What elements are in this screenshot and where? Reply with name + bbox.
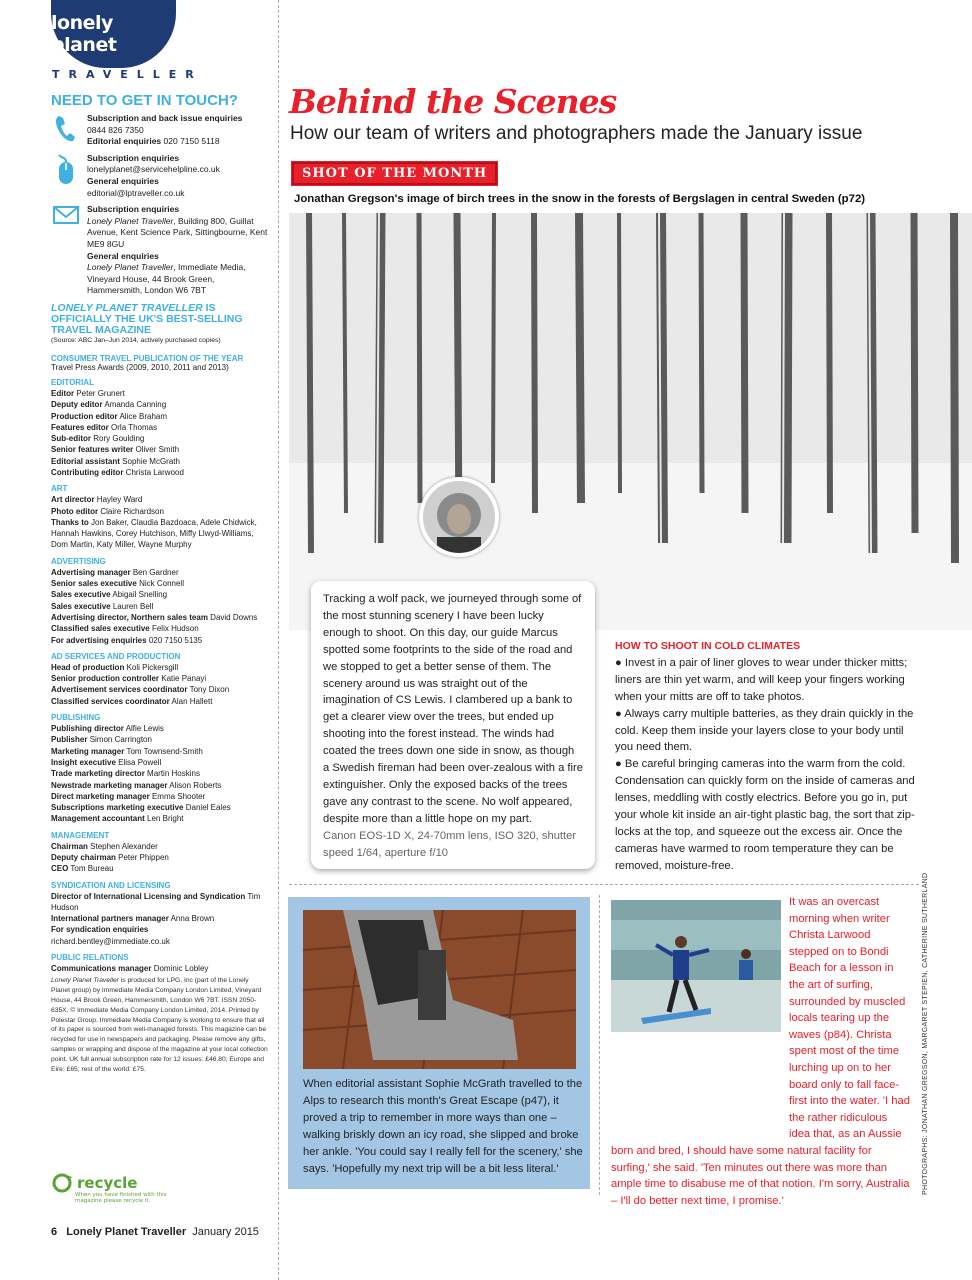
staff-section-title: PUBLIC RELATIONS <box>51 953 129 963</box>
post-name-general: Lonely Planet Traveller <box>87 262 174 273</box>
staff-row <box>51 612 269 623</box>
staff-role: Director of International Licensing and Syndication <box>51 891 246 901</box>
staff-role: Sales executive <box>51 590 111 600</box>
staff-row <box>51 924 269 935</box>
staff-name: Alfie Lewis <box>125 724 164 734</box>
staff-list <box>51 378 269 974</box>
staff-role: Classified sales executive <box>51 624 150 634</box>
staff-name: 020 7150 5135 <box>148 635 203 645</box>
recycle-word: recycle <box>77 1174 138 1192</box>
staff-role: Contributing editor <box>51 467 124 477</box>
footer-issue: January 2015 <box>192 1226 259 1238</box>
staff-row <box>51 399 269 410</box>
staff-name: Rory Goulding <box>93 434 145 444</box>
staff-role: Direct marketing manager <box>51 791 150 801</box>
sophie-text: When editorial assistant Sophie McGrath travelled to the Alps to research this month's Great Escape (p47), it proved a trip to remember in more ways than one – walking briskly down an icy road, she slipped and broke her ankle. 'You could say I really fell for the scenery,' she says. 'Hopefully my next trip will be a bit less literal.' <box>303 1078 583 1175</box>
staff-role: For syndication enquiries <box>51 925 149 935</box>
page-subtitle: How our team of writers and photographers made the January issue <box>290 123 863 144</box>
staff-role: Newstrade marketing manager <box>51 780 168 790</box>
staff-role: Sub-editor <box>51 434 91 444</box>
envelope-icon <box>53 205 79 225</box>
staff-section <box>51 484 269 550</box>
staff-name: Lauren Bell <box>112 601 154 611</box>
staff-role: Production editor <box>51 411 118 421</box>
camera-settings: Canon EOS-1D X, 24-70mm lens, ISO 320, shutter speed 1/64, aperture f/10 <box>323 829 577 859</box>
staff-role: Classified services coordinator <box>51 696 170 706</box>
staff-name: Hayley Ward <box>96 495 143 505</box>
story-divider <box>599 895 600 1195</box>
staff-name: Katie Panayi <box>161 674 207 684</box>
staff-name: Tom Townsend-Smith <box>126 746 203 756</box>
staff-name: Ben Gardner <box>132 567 179 577</box>
staff-section-title: MANAGEMENT <box>51 830 110 840</box>
staff-name: Amanda Canning <box>104 400 167 410</box>
masthead-column <box>51 92 269 1074</box>
phone-label-subs: Subscription and back issue enquiries <box>87 113 243 123</box>
legal-body: is produced for LPG, Inc (part of the Lonely Planet group) by Immediate Media Company London Limited, Vineyard House, 44 Brook Green, Hammersmith, London W6 7BT. ISSN 2050-635X. © Immediate Media Company London Limited, 2014. Printed by Polestar Group. Immediate Media Company is working to ensure that all of its paper is sourced from well-managed forests. This magazine can be recycled for use in newspapers and packaging. Please remove any gifts, samples or wrapping and dispose of the magazine at your local collection point. UK full annual subscription rate for 12 issues: £46.80; Europe and Eire: £65; rest of the world: £75. <box>51 977 268 1073</box>
staff-name: Len Bright <box>147 814 184 824</box>
staff-role: Senior production controller <box>51 674 160 684</box>
staff-name: Stephen Alexander <box>90 841 158 851</box>
staff-name: Tim Hudson <box>51 891 261 912</box>
staff-name: David Downs <box>210 612 258 622</box>
staff-row <box>51 623 269 634</box>
staff-role: Publishing director <box>51 724 124 734</box>
staff-name: Alice Braham <box>119 411 168 421</box>
staff-row <box>51 422 269 433</box>
staff-row <box>51 433 269 444</box>
page-title: Behind the Scenes <box>289 82 617 121</box>
staff-section <box>51 881 269 947</box>
staff-role: Chairman <box>51 841 88 851</box>
shot-of-the-month-label: SHOT OF THE MONTH <box>292 162 497 185</box>
lonely-planet-logo <box>51 0 176 68</box>
staff-name: Christa Larwood <box>125 467 184 477</box>
staff-role: Management accountant <box>51 814 145 824</box>
column-divider <box>278 0 279 1280</box>
staff-row <box>51 673 269 684</box>
staff-row <box>51 444 269 455</box>
staff-row <box>51 388 269 399</box>
staff-row <box>51 567 269 578</box>
staff-section <box>51 713 269 825</box>
staff-section <box>51 953 269 974</box>
staff-name: Martin Hoskins <box>147 769 200 779</box>
contact-phone <box>51 113 269 148</box>
staff-name: Daniel Eales <box>185 803 231 813</box>
staff-row <box>51 723 269 734</box>
bestselling-source: (Source: ABC Jan–Jun 2014, actively purchased copies) <box>51 336 221 344</box>
staff-row <box>51 684 269 695</box>
tip: ● Invest in a pair of liner gloves to wear under thicker mitts; liners are thin yet warm, and will keep your fingers working when your mitts are off to take photos. <box>615 656 908 703</box>
staff-role: Editorial assistant <box>51 456 120 466</box>
staff-row <box>51 963 269 974</box>
page-number: 6 <box>51 1226 58 1238</box>
staff-row <box>51 780 269 791</box>
post-label-subs: Subscription enquiries <box>87 204 180 215</box>
photographer-quote <box>311 581 595 869</box>
staff-section-title: ADVERTISING <box>51 556 106 566</box>
staff-role: Features editor <box>51 422 109 432</box>
staff-role: Deputy editor <box>51 400 103 410</box>
staff-section-title: AD SERVICES AND PRODUCTION <box>51 651 181 661</box>
quote-text: Tracking a wolf pack, we journeyed through some of the most stunning scenery I have been lucky enough to shoot. On this day, our guide Marcus spotted some footprints to the side of the road and we stopped to get a better sense of them. The scenery around us was straight out of the imagination of CS Lewis. I clambered up a bank to get a clearer view over the trees, but ended up shooting into the forest instead. The winds had coated the trees down one side in snow, as though a Swedish fireman had been over-zealous with a fire extinguisher. Only the exposed backs of the trees gave any contrast to the scene. No wolf appeared, despite more than a little hope on my part. <box>323 593 583 825</box>
syndication-email[interactable]: richard.bentley@immediate.co.uk <box>51 936 170 946</box>
staff-row <box>51 411 269 422</box>
staff-name: Abigail Snelling <box>112 590 168 600</box>
contact-heading: NEED TO GET IN TOUCH? <box>51 92 238 109</box>
staff-role: Insight executive <box>51 757 116 767</box>
bestselling-name: LONELY PLANET TRAVELLER <box>51 301 203 314</box>
staff-row <box>51 467 269 478</box>
christa-text: It was an overcast morning when writer Christa Larwood stepped on to Bondi Beach for a lesson in the art of surfing, surrounded by muscled locals tearing up the waves (p84). Christa spent most of the time lurching up on to her board only to fall face-first into the water. 'I had the rather ridiculous idea that, as an Aussie born and bred, I should have some natural facility for surfing,' she said. 'Ten minutes out there was more than ample time to disabuse me of that notion. I'm sorry, Australia – I'll do better next time, I promise.' <box>611 896 910 1207</box>
page-footer <box>51 1226 259 1238</box>
staff-row <box>51 757 269 768</box>
award-text: Travel Press Awards (2009, 2010, 2011 and 2013) <box>51 362 229 372</box>
staff-row <box>51 456 269 467</box>
phone-number-subs: 0844 826 7350 <box>87 124 144 135</box>
staff-row <box>51 494 269 505</box>
staff-name: Peter Grunert <box>76 388 125 398</box>
ankle-brace-photo <box>303 910 576 1069</box>
email-label-general: General enquiries <box>87 175 159 186</box>
phone-icon <box>53 114 79 144</box>
recycle-badge <box>51 1172 167 1204</box>
staff-row <box>51 841 269 852</box>
phone-label-editorial: Editorial enquiries <box>87 136 162 147</box>
staff-row <box>51 863 269 874</box>
post-address-general: , Immediate Media, Vineyard House, 44 Brook Green, Hammersmith, London W6 7BT <box>87 262 246 296</box>
legal-name: Lonely Planet Traveller <box>51 977 119 985</box>
staff-role: Advertising manager <box>51 567 131 577</box>
staff-role: Marketing manager <box>51 746 125 756</box>
staff-name: Dominic Lobley <box>153 964 209 974</box>
bestselling-text: IS OFFICIALLY THE UK'S BEST-SELLING TRAVEL MAGAZINE <box>51 301 243 336</box>
staff-role: Subscriptions marketing executive <box>51 803 184 813</box>
staff-row <box>51 746 269 757</box>
staff-name: Simon Carrington <box>89 735 152 745</box>
staff-row <box>51 635 269 646</box>
staff-row <box>51 891 269 914</box>
staff-role: Senior features writer <box>51 445 134 455</box>
tip-text: Be careful bringing cameras into the warm from the cold. Condensation can quickly form on the inside of cameras and lenses, meddling with costly electrics. Before you go in, put your whole kit inside an air-tight plastic bag, the sort that zip-locks at the top, and squeeze out the excess air. Once the cameras have warmed to room temperature they can be removed, moisture-free. <box>615 758 915 872</box>
tip-text: Always carry multiple batteries, as they drain quickly in the cold. Keep them inside your layers close to your body until you need them. <box>615 707 914 754</box>
staff-role: Communications manager <box>51 964 152 974</box>
post-address-subs: , Building 800, Guillat Avenue, Kent Science Park, Sittingbourne, Kent ME9 8GU <box>87 215 268 249</box>
staff-name: Tony Dixon <box>189 685 230 695</box>
contact-post <box>51 204 269 297</box>
legal-text <box>51 976 269 1074</box>
staff-section-title: ART <box>51 484 68 494</box>
snowy-forest-photo <box>289 213 972 630</box>
tip-text: Invest in a pair of liner gloves to wear under thicker mitts; liners are thin yet warm, and will keep your fingers working when your mitts are off to take photos. <box>615 656 908 703</box>
staff-section <box>51 831 269 875</box>
staff-name: Orla Thomas <box>111 422 158 432</box>
staff-role: Head of production <box>51 662 125 672</box>
staff-row <box>51 696 269 707</box>
shot-caption: Jonathan Gregson's image of birch trees in the snow in the forests of Bergslagen in central Sweden (p72) <box>294 193 866 205</box>
staff-row <box>51 813 269 824</box>
section-divider <box>289 884 919 885</box>
staff-name: Jon Baker, Claudia Bazdoaca, Adele Chidwick, Hannah Hawkins, Corey Hutchison, Miffy Llwyd-Williams, Dom Martin, Katy Miller, Wayne Murphy <box>51 517 257 550</box>
bestselling-claim <box>51 303 269 336</box>
staff-role: For advertising enquiries <box>51 635 147 645</box>
staff-role: CEO <box>51 864 69 874</box>
staff-role: Thanks to <box>51 517 89 527</box>
staff-row <box>51 589 269 600</box>
staff-row <box>51 791 269 802</box>
staff-row <box>51 601 269 612</box>
logo-text: lonely planet <box>51 12 117 56</box>
staff-row <box>51 734 269 745</box>
staff-name: Koli Pickersgill <box>126 662 179 672</box>
email-label-subs: Subscription enquiries <box>87 152 180 163</box>
staff-role: Senior sales executive <box>51 579 137 589</box>
staff-name: Oliver Smith <box>135 445 180 455</box>
staff-section <box>51 378 269 478</box>
award-title: CONSUMER TRAVEL PUBLICATION OF THE YEAR <box>51 353 244 363</box>
how-to-title: HOW TO SHOOT IN COLD CLIMATES <box>615 640 801 652</box>
staff-name: Felix Hudson <box>151 624 199 634</box>
tip: ● Always carry multiple batteries, as they drain quickly in the cold. Keep them inside your layers close to your body until you need them. <box>615 707 914 754</box>
staff-role: International partners manager <box>51 914 169 924</box>
staff-row <box>51 506 269 517</box>
staff-row <box>51 852 269 863</box>
mouse-icon <box>53 154 79 188</box>
staff-role: Publisher <box>51 735 88 745</box>
contact-email <box>51 153 269 199</box>
staff-name: Nick Connell <box>139 579 184 589</box>
recycle-note: When you have finished with this magazine please recycle it. <box>75 1192 167 1204</box>
staff-name: Emma Shooter <box>151 791 206 801</box>
staff-row <box>51 802 269 813</box>
email-address-general[interactable]: editorial@lptraveller.co.uk <box>87 187 185 198</box>
logo-subtitle: TRAVELLER <box>52 68 203 81</box>
how-to-box <box>615 638 915 875</box>
staff-role: Photo editor <box>51 506 99 516</box>
staff-row <box>51 662 269 673</box>
staff-role: Advertising director, Northern sales team <box>51 612 208 622</box>
staff-row <box>51 578 269 589</box>
staff-row <box>51 517 269 551</box>
staff-section-title: SYNDICATION AND LICENSING <box>51 880 171 890</box>
staff-name: Alan Hallett <box>171 696 213 706</box>
staff-section-title: PUBLISHING <box>51 713 101 723</box>
staff-name: Elisa Powell <box>118 757 162 767</box>
staff-role: Sales executive <box>51 601 111 611</box>
recycle-icon <box>51 1172 73 1194</box>
staff-section <box>51 557 269 646</box>
staff-name: Tom Bureau <box>70 864 114 874</box>
staff-name: Alison Roberts <box>169 780 222 790</box>
staff-row <box>51 768 269 779</box>
staff-role: Art director <box>51 495 95 505</box>
phone-number-editorial: 020 7150 5118 <box>163 136 220 147</box>
staff-role: Advertisement services coordinator <box>51 685 188 695</box>
email-address-subs[interactable]: lonelyplanet@servicehelpline.co.uk <box>87 164 220 175</box>
photographer-avatar <box>419 477 499 557</box>
post-label-general: General enquiries <box>87 250 159 261</box>
staff-name: Claire Richardson <box>100 506 164 516</box>
sophie-story <box>288 897 590 1189</box>
photo-credit: PHOTOGRAPHS: JONATHAN GREGSON, MARGARET STEPIEN, CATHERINE SUTHERLAND <box>922 872 929 1195</box>
staff-role: Trade marketing director <box>51 769 145 779</box>
staff-role: Editor <box>51 388 75 398</box>
staff-section-title: EDITORIAL <box>51 377 94 387</box>
staff-name: Anna Brown <box>170 914 215 924</box>
staff-role: Deputy chairman <box>51 853 116 862</box>
staff-name: Sophie McGrath <box>122 456 180 466</box>
footer-brand: Lonely Planet Traveller <box>66 1226 187 1238</box>
post-name-subs: Lonely Planet Traveller <box>87 215 174 226</box>
staff-row <box>51 913 269 924</box>
staff-name: Peter Phippen <box>118 853 169 862</box>
staff-section <box>51 652 269 707</box>
surfing-photo <box>611 900 781 1032</box>
tip: ● Be careful bringing cameras into the warm from the cold. Condensation can quickly form on the inside of cameras and lenses, meddling with costly electrics. Before you go in, put your whole kit inside an air-tight plastic bag, the sort that zip-locks at the top, and squeeze out the excess air. Once the cameras have warmed to room temperature they can be removed, moisture-free. <box>615 758 915 872</box>
